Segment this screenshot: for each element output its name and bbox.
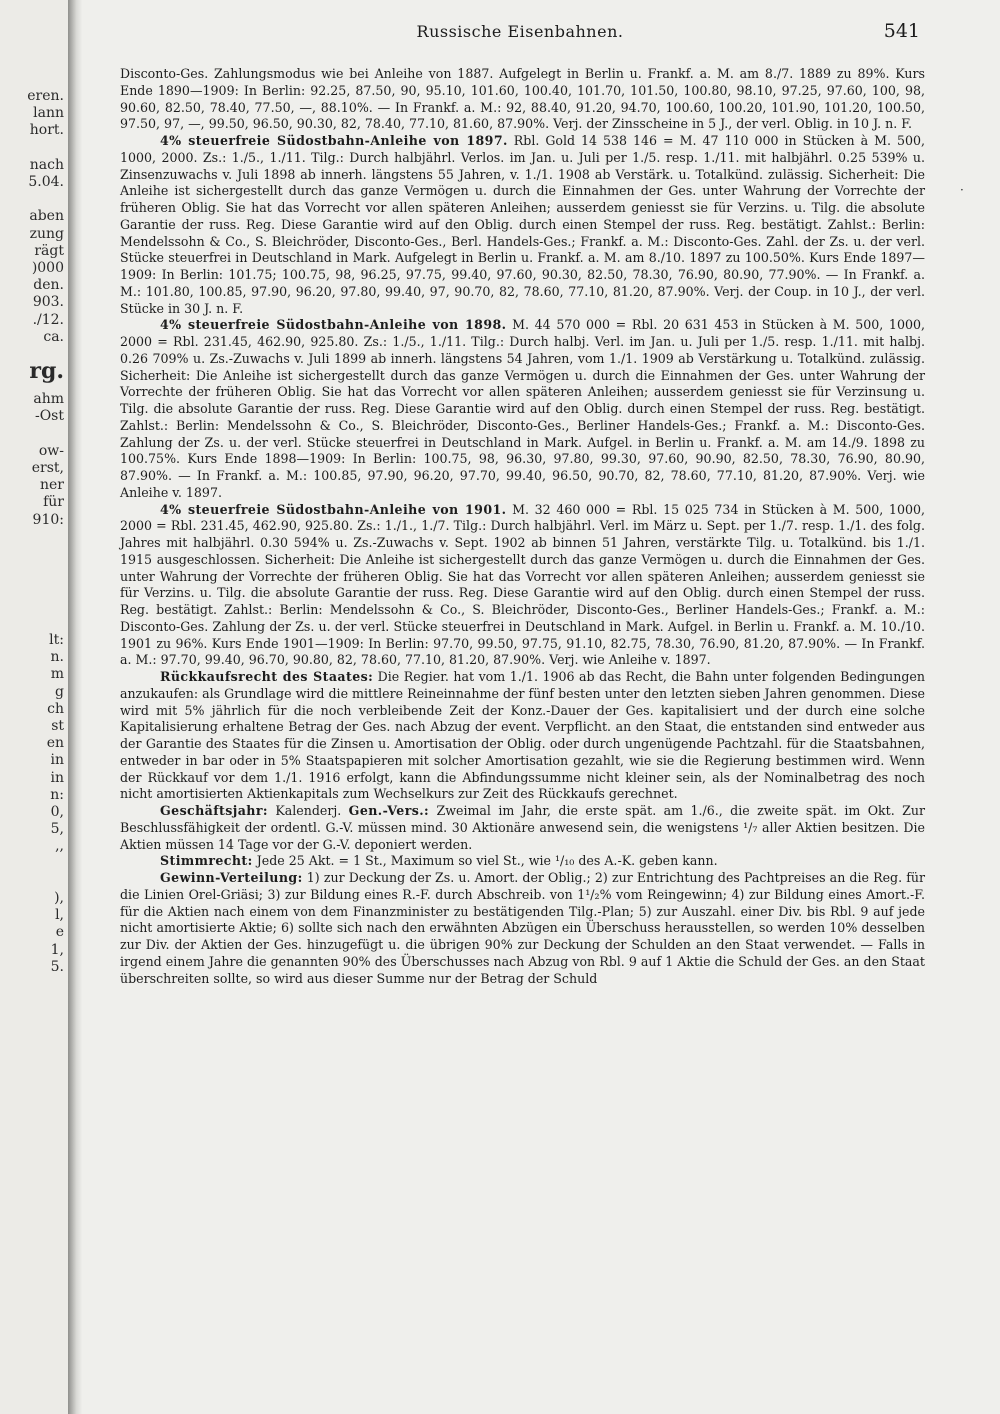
article-body [120, 66, 925, 987]
margin-fragment: -Ost [34, 408, 64, 425]
margin-fragment: 910: [32, 511, 64, 528]
paragraph-voting-right [120, 853, 925, 870]
voting-right-heading: Stimmrecht: [160, 853, 253, 869]
margin-fragment: n. [50, 649, 64, 666]
paragraph-disconto [120, 66, 925, 133]
margin-fragment: 0, [50, 804, 64, 820]
margin-fragment: nach [29, 156, 64, 173]
margin-fragment: rg. [29, 358, 64, 385]
margin-fragment: en [46, 735, 64, 752]
paragraph-text: Kalenderj. [267, 803, 349, 818]
page-header [120, 22, 920, 48]
page-number: 541 [883, 20, 920, 42]
margin-fragment: l, [55, 907, 64, 924]
margin-fragment: hort. [29, 122, 64, 139]
paragraph-loan-1897 [120, 133, 925, 317]
margin-fragment: in [50, 769, 64, 786]
margin-fragment: 5. [50, 958, 64, 975]
paragraph-text: Jede 25 Akt. = 1 St., Maximum so viel St., wie ¹/₁₀ des A.-K. geben kann. [252, 853, 718, 869]
paragraph-business-year [120, 803, 925, 853]
margin-fragment: lt: [49, 632, 64, 648]
general-meeting-heading: Gen.-Vers.: [348, 803, 430, 818]
loan-1897-heading: 4% steuerfreie Südostbahn-Anleihe von 1897. [160, 133, 508, 148]
margin-fragment: ow- [38, 442, 64, 459]
margin-fragment: erst, [31, 460, 64, 476]
previous-page-margin [0, 0, 68, 1414]
paragraph-text: Die Regier. hat vom 1./1. 1906 ab das Recht, die Bahn unter folgenden Bedingungen anzukaufen: als Grundlage wird die mittlere Reineinnahme der fünf besten unter den letzten sieben Jahren genommen. Diese wird mit 5% jährlich für die noch verbleibende Zeit der Konz.-Dauer der Ges. kapitalisiert und der durch eine solche Kapitalisierung erhaltene Betrag der Ges. nach Abzug der event. Verpflicht. an den Staat, die entstanden sind entweder aus der Garantie des Staates für die Zinsen u. Amortisation der Oblig. oder durch ungenügende Pachtzahl. für die Staatsbahnen, entweder in bar oder in 5% Staatspapieren mit solcher Amortisation gezahlt, wie sie die Regierung bestimmen wird. Wenn der Rückkauf vor dem 1./1. 1916 erfolgt, kann die Abfindungssumme nicht kleiner sein, als der Nominalbetrag des noch nicht amortisierten Aktienkapitals zum Wechselkurs zur Zeit des Rückkaufs gerechnet. [120, 669, 925, 802]
margin-fragment: m [50, 666, 64, 683]
margin-fragment: st [51, 718, 64, 734]
margin-fragment: aben [29, 208, 64, 225]
margin-fragment: den. [33, 277, 64, 294]
margin-fragment: ahm [33, 391, 64, 408]
loan-1898-heading: 4% steuerfreie Südostbahn-Anleihe von 1898. [160, 317, 507, 333]
margin-fragment: eren. [27, 88, 64, 104]
margin-fragment: ), [54, 890, 64, 906]
paragraph-repurchase-right [120, 669, 925, 803]
paragraph-profit-distribution [120, 870, 925, 987]
paragraph-text: 1) zur Deckung der Zs. u. Amort. der Oblig.; 2) zur Entrichtung des Pachtpreises an die Reg. für die Linien Orel-Griäsi; 3) zur Bildung eines R.-F. durch Abschreib. von 1¹/₂% vom Reingewinn; 4) zur Bildung eines Amort.-F. für die Aktien nach einem von dem Finanzminister zu bestätigenden Tilg.-Plan; 5) zur Auszahl. einer Div. bis Rbl. 9 auf jede nicht amortisierte Aktie; 6) sollte sich nach den erwähnten Abzügen ein Überschuss herausstellen, so werden 10% desselben zur Div. der Aktien der Ges. hinzugefügt u. die übrigen 90% zur Deckung der Schulden an den Staat verwendet. — Falls in irgend einem Jahre die genannten 90% des Überschusses nach Abzug von Rbl. 9 auf 1 Aktie die Schuld der Ges. an den Staat überschreiten sollte, so wird aus dieser Summe nur der Betrag der Schuld [120, 870, 925, 986]
margin-fragment: 5.04. [28, 174, 64, 190]
running-title: Russische Eisenbahnen. [416, 22, 624, 41]
paragraph-text: M. 44 570 000 = Rbl. 20 631 453 in Stücken à M. 500, 1000, 2000 = Rbl. 231.45, 462.90, 925.80. Zs.: 1./5., 1./11. Tilg.: Durch halbj. Verl. im Jan. u. Juli per 1./5. resp. 1./11. mit halbj. 0.26 709% u. Zs.-Zuwachs v. Juli 1899 ab innerh. längstens 54 Jahren, vom 1./1. 1909 ab Verstärkung u. Totalkünd. zulässig. Sicherheit: Die Anleihe ist sichergestellt durch das ganze Vermögen u. durch die Einnahmen der Ges. unter Wahrung der Vorrechte der früheren Oblig. Sie hat das Vorrecht vor allen späteren Anleihen; ausserdem geniesst sie für Verzinsung u. Tilg. die absolute Garantie der russ. Reg. Diese Garantie wird auf den Oblig. durch einen Stempel der russ. Reg. bestätigt. Zahlst.: Berlin: Mendelssohn & Co., S. Bleichröder, Disconto-Ges., Berliner Handels-Ges.; Frankf. a. M.: Disconto-Ges. Zahlung der Zs. u. der verl. Stücke steuerfrei in Deutschland in Mark. Aufgel. in Berlin u. Frankf. a. M. am 14./9. 1898 zu 100.75%. Kurs Ende 1898—1909: In Berlin: 100.75, 98, 96.30, 97.80, 99.30, 97.60, 90.90, 82.50, 78.30, 76.90, 80.90, 87.90%. — In Frankf. a. M.: 100.85, 97.90, 96.20, 97.70, 99.40, 96.50, 90.70, 82, 78.60, 77.10, 81.20, 87.90%. Verj. wie Anleihe v. 1897. [120, 317, 925, 500]
paragraph-loan-1898 [120, 317, 925, 501]
margin-fragment: für [43, 494, 64, 511]
margin-fragment: zung [29, 225, 64, 242]
book-gutter [68, 0, 82, 1414]
loan-1901-heading: 4% steuerfreie Südostbahn-Anleihe von 1901. [160, 501, 507, 517]
profit-distribution-heading: Gewinn-Verteilung: [160, 870, 303, 885]
margin-fragment: 1, [50, 941, 64, 958]
repurchase-heading: Rückkaufsrecht des Staates: [160, 669, 374, 684]
margin-fragment: ,, [55, 838, 64, 855]
paragraph-text: Rbl. Gold 14 538 146 = M. 47 110 000 in Stücken à M. 500, 1000, 2000. Zs.: 1./5., 1./11. Tilg.: Durch halbjährl. Verlos. im Jan. u. Juli per 1./5. resp. 1./11. mit halbjährl. 0.25 539% u. Zinsenzuwachs v. Juli 1898 ab innerh. längstens 55 Jahren, v. 1./1. 1908 ab Verstärk. u. Totalkünd. zulässig. Sicherheit: Die Anleihe ist sichergestellt durch das ganze Vermögen u. durch die Einnahmen der Ges. unter Wahrung der Vorrechte der früheren Oblig. Sie hat das Vorrecht vor allen späteren Anleihen; ausserdem geniesst sie für Verzins. u. Tilg. die absolute Garantie der russ. Reg. Diese Garantie wird auf den Oblig. durch einen Stempel der russ. Reg. bestätigt. Zahlst.: Berlin: Mendelssohn & Co., S. Bleichröder, Disconto-Ges., Berl. Handels-Ges.; Frankf. a. M.: Disconto-Ges. Zahl. der Zs. u. der verl. Stücke steuerfrei in Deutschland in Mark. Aufgelegt in Berlin u. Frankf. a. M. am 8./10. 1897 zu 100.50%. Kurs Ende 1897—1909: In Berlin: 101.75; 100.75, 98, 96.25, 97.75, 99.40, 97.60, 90.30, 82.50, 78.30, 76.90, 80.90, 77.90%. — In Frankf. a. M.: 101.80, 100.85, 97.90, 96.20, 97.80, 99.40, 97, 90.70, 82, 78.60, 77.10, 81.20, 87.90%. Verj. der Coup. in 10 J., der verl. Stücke in 30 J. n. F. [120, 133, 925, 316]
margin-fragment: e [55, 924, 64, 941]
margin-fragment: g [55, 683, 64, 700]
margin-fragment: in [50, 752, 64, 769]
margin-fragment: n: [50, 786, 64, 803]
paragraph-text: Disconto-Ges. Zahlungsmodus wie bei Anleihe von 1887. Aufgelegt in Berlin u. Frankf. a. M. am 8./7. 1889 zu 89%. Kurs Ende 1890—1909: In Berlin: 92.25, 87.50, 90, 95.10, 101.60, 100.40, 101.70, 101.50, 100.80, 98.10, 97.25, 97.60, 100, 98, 90.60, 82.50, 78.40, 77.50, —, 88.10%. — In Frankf. a. M.: 92, 88.40, 91.20, 94.70, 100.60, 100.20, 101.90, 101.20, 100.50, 97.50, 97, —, 99.50, 96.50, 90.30, 82, 78.40, 77.10, 81.60, 87.90%. Verj. der Zinsscheine in 5 J., der verl. Oblig. in 10 J. n. F. [120, 66, 925, 132]
margin-fragment: rägt [34, 242, 64, 259]
margin-fragment: ca. [43, 328, 64, 345]
paragraph-text: Zweimal im Jahr, die erste spät. am 1./6., die zweite spät. im Okt. Zur Beschlussfähigkeit der ordentl. G.-V. müssen mind. 30 Aktionäre anwesend sein, die wenigstens ¹/₇ aller Aktien besitzen. Die Aktien müssen 14 Tage vor der G.-V. deponiert werden. [120, 803, 925, 852]
paragraph-text: M. 32 460 000 = Rbl. 15 025 734 in Stücken à M. 500, 1000, 2000 = Rbl. 231.45, 462.90, 925.80. Zs.: 1./1., 1./7. Tilg.: Durch halbjährl. Verl. im März u. Sept. per 1./7. resp. 1./1. des folg. Jahres mit halbjährl. 0.30 594% u. Zs.-Zuwachs v. Sept. 1902 ab binnen 51 Jahren, verstärkte Tilg. u. Totalkünd. bis 1./1. 1915 ausgeschlossen. Sicherheit: Die Anleihe ist sichergestellt durch das ganze Vermögen u. durch die Einnahmen der Ges. unter Wahrung der Vorrechte der früheren Oblig. Sie hat das Vorrecht vor allen späteren Anleihen; ausserdem geniesst sie für Verzins. u. Tilg. die absolute Garantie der russ. Reg. Diese Garantie wird auf den Oblig. durch einen Stempel der russ. Reg. bestätigt. Zahlst.: Berlin: Mendelssohn & Co., S. Bleichröder, Disconto-Ges., Berliner Handels-Ges.; Frankf. a. M.: Disconto-Ges. Zahlung der Zs. u. der verl. Stücke steuerfrei in Deutschland in Mark. Aufgel. in Berlin u. Frankf. a. M. 10./10. 1901 zu 96%. Kurs Ende 1901—1909: In Berlin: 97.70, 99.50, 97.75, 91.10, 82.75, 78.30, 76.90, 81.20, 87.90%. — In Frankf. a. M.: 97.70, 99.40, 96.70, 90.80, 82, 78.60, 77.10, 81.20, 87.90%. Verj. wie Anleihe v. 1897. [120, 501, 925, 668]
margin-fragment: ch [47, 700, 64, 717]
margin-fragment: lann [33, 105, 64, 122]
margin-fragment: 5, [50, 821, 64, 838]
paragraph-loan-1901 [120, 502, 925, 670]
margin-fragment: )000 [31, 260, 64, 276]
margin-fragment: 903. [32, 294, 64, 311]
margin-fragment: ./12. [32, 311, 64, 328]
stray-mark: · [960, 183, 964, 197]
margin-fragment: ner [40, 477, 64, 494]
business-year-heading: Geschäftsjahr: [160, 803, 268, 818]
